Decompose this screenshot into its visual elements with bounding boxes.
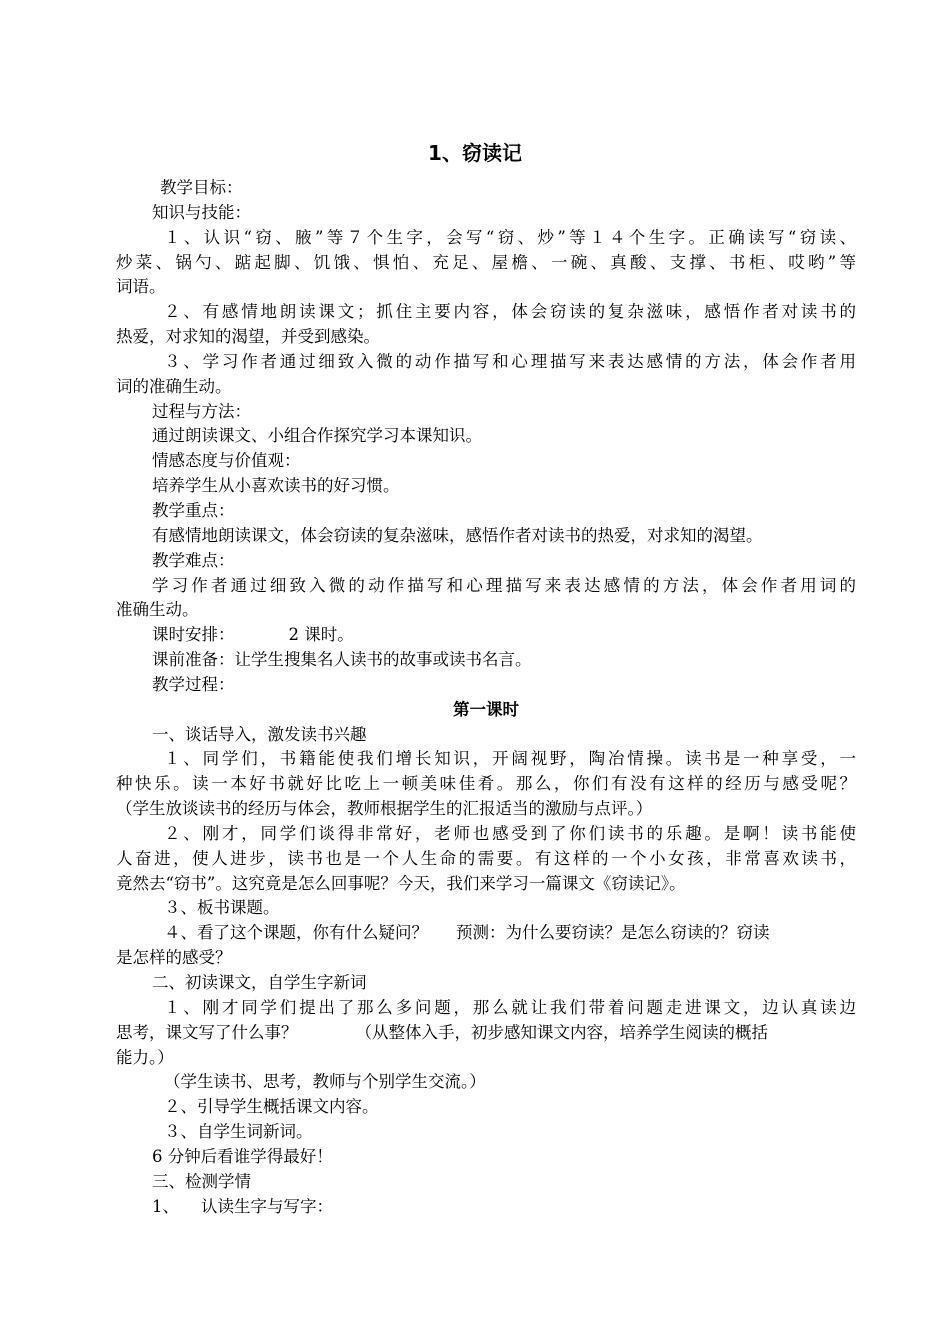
paragraph-line: ３、自学生词新词。 xyxy=(164,1122,313,1142)
paragraph-line: 词的准确生动。 xyxy=(116,376,232,396)
section-heading-first-lesson: 第一课时 xyxy=(453,699,519,719)
subheading-emotion-values: 情感态度与价值观： xyxy=(152,451,301,471)
paragraph-line: ２、刚才，同学们谈得非常好，老师也感受到了你们读书的乐趣。是啊！读书能使 xyxy=(164,823,856,843)
subheading-difficulties: 教学难点： xyxy=(152,550,235,570)
paragraph-line: ３、学习作者通过细致入微的动作描写和心理描写来表达感情的方法，体会作者用 xyxy=(164,351,856,371)
list-item-line xyxy=(116,1195,856,1220)
paragraph-text: 思考，课文写了什么事？ xyxy=(116,1022,298,1042)
step-heading: 一、谈话导入，激发读书兴趣 xyxy=(152,724,367,744)
subheading-process: 教学过程： xyxy=(152,674,235,694)
note-text: （从整体入手，初步感知课文内容，培养学生阅读的概括 xyxy=(355,1022,768,1042)
document-body xyxy=(116,176,856,1219)
paragraph-line: （学生放谈读书的经历与体会，教师根据学生的汇报适当的激励与点评。） xyxy=(116,799,653,819)
schedule-line xyxy=(116,623,856,648)
paragraph-line: 人奋进，使人进步，读书也是一个人生命的需要。有这样的一个小女孩，非常喜欢读书， xyxy=(116,848,856,868)
paragraph-line: ２、引导学生概括课文内容。 xyxy=(164,1097,379,1117)
paragraph-line: 词语。 xyxy=(116,277,166,297)
paragraph-line: 能力。） xyxy=(116,1047,174,1067)
paragraph-line: 准确生动。 xyxy=(116,600,199,620)
schedule-value: 2 课时。 xyxy=(288,625,354,645)
paragraph-line: １、刚才同学们提出了那么多问题，那么就让我们带着问题走进课文，边认真读边 xyxy=(164,997,856,1017)
paragraph-line: 培养学生从小喜欢读书的好习惯。 xyxy=(152,476,400,496)
paragraph-line: ３、板书课题。 xyxy=(164,898,280,918)
prediction-text: 预测：为什么要窃读？是怎么窃读的？窃读 xyxy=(456,923,770,943)
paragraph-line: 通过朗读课文、小组合作探究学习本课知识。 xyxy=(152,426,482,446)
paragraph-line: 是怎样的感受？ xyxy=(116,948,232,968)
step-heading: 二、初读课文，自学生字新词 xyxy=(152,973,367,992)
subheading-process-methods: 过程与方法： xyxy=(152,401,251,421)
question-text: ４、看了这个课题，你有什么疑问？ xyxy=(164,923,428,943)
paragraph-line: ２、有感情地朗读课文；抓住主要内容，体会窃读的复杂滋味，感悟作者对读书的 xyxy=(164,302,856,322)
subheading-key-points: 教学重点： xyxy=(152,500,235,520)
paragraph-line: １、同学们，书籍能使我们增长知识，开阔视野，陶冶情操。读书是一种享受，一 xyxy=(164,749,856,769)
paragraph-line-with-note xyxy=(116,1021,856,1046)
paragraph-line: １、认识“窃、腋”等７个生字，会写“窃、炒”等１４个生字。正确读写“窃读、 xyxy=(164,227,856,247)
paragraph-line: 学习作者通过细致入微的动作描写和心理描写来表达感情的方法，体会作者用词的 xyxy=(152,575,856,595)
step-heading: 三、检测学情 xyxy=(152,1171,251,1191)
paragraph-line: 有感情地朗读课文，体会窃读的复杂滋味，感悟作者对读书的热爱，对求知的渴望。 xyxy=(152,525,763,545)
paragraph-line: （学生读书、思考，教师与个别学生交流。） xyxy=(164,1072,486,1092)
heading-teaching-goals: 教学目标： xyxy=(160,178,243,197)
schedule-label: 课时安排： xyxy=(152,625,235,645)
subheading-knowledge-skills: 知识与技能： xyxy=(152,202,251,222)
paragraph-line: 课前准备：让学生搜集名人读书的故事或读书名言。 xyxy=(152,650,532,670)
page-title: 1、窃读记 xyxy=(428,141,522,165)
list-number: 1、 xyxy=(152,1196,179,1216)
paragraph-line: 炒菜、锅勺、踮起脚、饥饿、惧怕、充足、屋檐、一碗、真酸、支撑、书柜、哎哟”等 xyxy=(116,252,856,272)
paragraph-line: 6 分钟后看谁学得最好！ xyxy=(152,1146,333,1166)
paragraph-line: 竟然去“窃书”。这究竟是怎么回事呢？今天，我们来学习一篇课文《窃读记》。 xyxy=(116,873,686,893)
list-text: 认读生字与写字： xyxy=(201,1196,333,1216)
paragraph-line: 种快乐。读一本好书就好比吃上一顿美味佳肴。那么，你们有没有这样的经历与感受呢？ xyxy=(116,774,856,794)
question-line xyxy=(116,921,856,946)
paragraph-line: 热爱，对求知的渴望，并受到感染。 xyxy=(116,327,380,347)
